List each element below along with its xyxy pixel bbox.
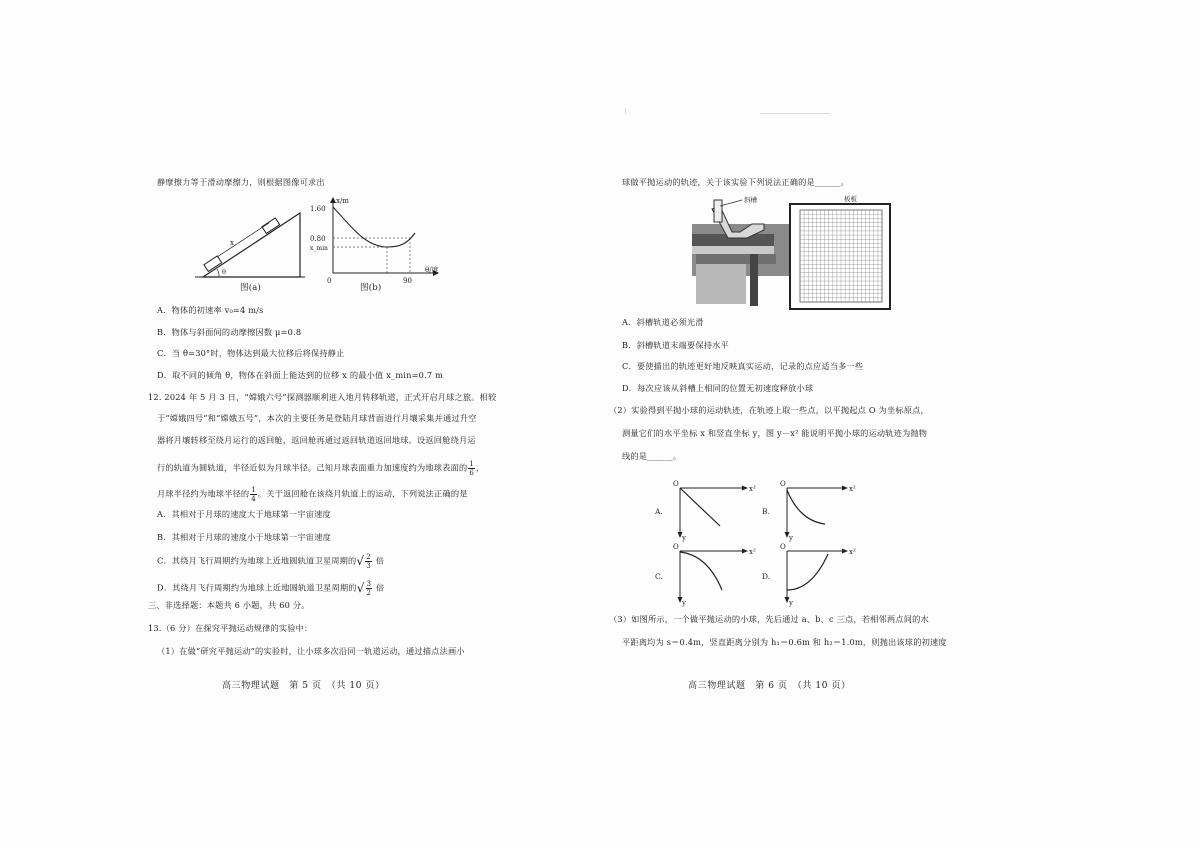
q12-option-d-text: D．其绕月飞行周期约为地球上近地圆轨道卫星周期的 [157, 582, 357, 593]
q11-option-d: D．取不同的倾角 θ，物体在斜面上能达到的位移 x 的最小值 x_min=0.7 m [157, 370, 444, 380]
q12-line-5-tail: 。关于返回舱在该绕月轨道上的运动，下列说法正确的是 [257, 488, 468, 499]
q13-2-line-2: 测量它们的水平坐标 x 和竖直坐标 y，图 y－x² 能说明平抛小球的运动轨迹为抛物 [622, 428, 928, 438]
fig-a-x-label: x [230, 239, 234, 247]
graph-d-y: y [789, 599, 793, 607]
fig-b-x-axis-label: θ/度 [425, 266, 439, 274]
graph-a-x: x² [749, 485, 756, 493]
fraction-two-thirds [365, 553, 372, 570]
q13-continuation: 球做平抛运动的轨迹，关于该实验下列说法正确的是______。 [622, 177, 850, 187]
frac-num: 2 [366, 553, 371, 561]
q13-1-option-a: A．斜槽轨道必须光滑 [622, 317, 704, 327]
q13-2-line-1: （2）实验得到平抛小球的运动轨迹，在轨迹上取一些点，以平抛起点 O 为坐标原点， [609, 405, 929, 415]
frac-num: 3 [366, 580, 372, 588]
q11-option-c: C．当 θ=30°时，物体达到最大位移后将保持静止 [157, 348, 345, 358]
label-slot: 斜槽 [744, 196, 757, 204]
page-footer-left: 高三物理试题 第 5 页 （共 10 页） [222, 681, 385, 691]
frac-den: 3 [366, 562, 371, 570]
graph-c [655, 543, 756, 607]
q12-line-2: 于“嫦娥四号”和“嫦娥五号”，本次的主要任务是登陆月球背面进行月壤采集并通过升空 [157, 413, 477, 423]
figure-a-caption: 图(a) [240, 283, 262, 293]
sqrt-symbol: √ [356, 581, 365, 595]
fig-b-xtick-1: 0 [327, 277, 332, 285]
figure-b-caption: 图(b) [360, 283, 382, 293]
q13-3-line-1: （3）如图所示，一个做平抛运动的小球，先后通过 a、b、c 三点，若相邻两点间的水 [609, 614, 929, 624]
graph-b-x: x² [849, 485, 856, 493]
graph-b-origin: O [780, 480, 786, 488]
fig-b-ytick-2: 0.80 [310, 235, 326, 243]
fig-a-theta: θ [222, 268, 226, 276]
graph-c-origin: O [673, 543, 679, 551]
fig-b-y-axis-label: x/m [336, 197, 349, 205]
q12-option-c [157, 553, 384, 570]
q12-option-a: A．其相对于月球的速度大于地球第一宇宙速度 [157, 509, 331, 519]
q13-3-line-2: 平距离均为 s＝0.4m，竖直距离分别为 h₁＝0.6m 和 h₂＝1.0m，则抛出该球的初速度 [622, 637, 947, 647]
fig-b-xtick-2: 90 [403, 277, 412, 285]
frac-num: 1 [251, 486, 256, 494]
scan-artifact [625, 108, 626, 114]
q12-line-4-text: 行的轨道为圆轨道，半径近似为月球半径。己知月球表面重力加速度约为地球表面的 [157, 462, 468, 473]
fraction-one-sixth [468, 460, 475, 477]
fraction-one-quarter [250, 486, 257, 503]
q12-line-4: 行的轨道为圆轨道，半径近似为月球半径。己知月球表面重力加速度约为地球表面的 $\frac{1}{6}$ ， [157, 460, 485, 477]
section-3-heading: 三、非选择题：本题共 6 小题，共 60 分。 [148, 600, 310, 610]
page-footer-right: 高三物理试题 第 6 页 （共 10 页） [688, 681, 851, 691]
scan-artifact [760, 113, 830, 114]
intro-text: 静摩擦力等于滑动摩擦力，则根据图像可求出 [157, 177, 325, 187]
bei-text: 倍 [376, 582, 385, 593]
figure-b-graph [305, 195, 450, 285]
graph-options [650, 478, 870, 608]
q12-line-1: 12. 2024 年 5 月 3 日，“嫦娥六号”探测器顺利进入地月转移轨道，正式开启月球之旅。相较 [148, 392, 497, 402]
q12-option-b: B．其相对于月球的速度小于地球第一宇宙速度 [157, 532, 331, 542]
q12-option-d [157, 580, 384, 597]
fig-b-ytick-3: x_min [310, 245, 328, 252]
q13-part-1: （1）在做“研究平抛运动”的实验时，让小球多次沿同一轨道运动，通过描点法画小 [157, 646, 465, 656]
graph-c-y: y [682, 599, 686, 607]
q12-line-5 [157, 486, 468, 503]
fig-b-ytick-1: 1.60 [310, 205, 326, 213]
q12-line-5-text: 月球半径约为地球半径的 [157, 488, 250, 499]
q12-line-3: 器将月壤转移至绕月运行的返回舱，返回舱再通过返回轨道返回地球。设返回舱绕月运 [157, 435, 476, 445]
q13-heading: 13.（6 分）在探究平抛运动规律的实验中： [148, 623, 313, 633]
graph-a-origin: O [673, 480, 679, 488]
graph-b [762, 480, 856, 542]
frac-den: 6 [469, 469, 474, 477]
q13-1-option-d: D．每次应该从斜槽上相同的位置无初速度释放小球 [622, 383, 814, 393]
graph-d-origin: O [780, 543, 786, 551]
label-board: 板板 [844, 195, 857, 203]
right-page [600, 0, 1200, 848]
graph-a-y: y [682, 534, 686, 542]
graph-b-y: y [789, 534, 793, 542]
q13-1-option-b: B．斜槽轨道末端要保持水平 [622, 340, 729, 350]
q13-1-option-c: C．要使描出的轨迹更好地反映真实运动，记录的点应适当多一些 [622, 361, 864, 371]
graph-b-letter: B. [762, 507, 770, 516]
frac-den: 4 [251, 495, 256, 503]
fraction-three-halves [366, 580, 373, 597]
bei-text: 倍 [375, 555, 385, 566]
q13-2-line-3: 线的是______。 [622, 451, 682, 461]
sqrt-symbol: √ [356, 554, 365, 568]
graph-d [762, 543, 856, 607]
q11-option-b: B．物体与斜面间的动摩擦因数 μ=0.8 [157, 327, 302, 337]
graph-a-letter: A. [655, 507, 663, 516]
graph-c-x: x² [749, 548, 756, 556]
graph-c-letter: C. [655, 572, 663, 581]
frac-den: 2 [366, 589, 372, 597]
graph-a [654, 480, 756, 542]
q11-option-a: A．物体的初速率 v₀=4 m/s [157, 305, 264, 315]
apparatus-figure [692, 194, 942, 312]
frac-num: 1 [469, 460, 474, 468]
graph-d-x: x² [849, 548, 856, 556]
graph-d-letter: D. [762, 572, 771, 581]
q12-option-c-text: C．其绕月飞行周期约为地球上近地圆轨道卫星周期的 [157, 555, 357, 566]
